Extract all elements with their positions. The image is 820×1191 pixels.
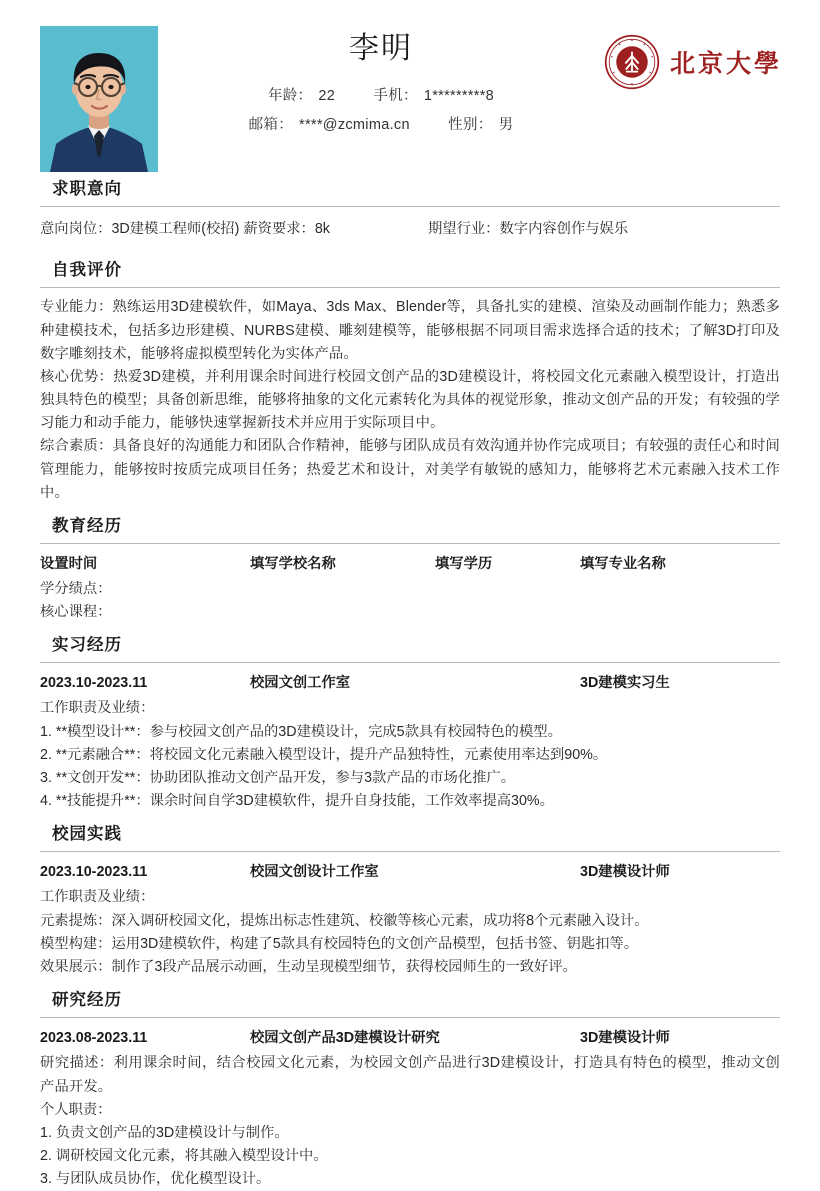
section-research: [40, 981, 780, 1191]
list-item: 1. **模型设计**：参与校园文创产品的3D建模设计，完成5款具有校园特色的模型。: [40, 723, 562, 740]
meta-gender-label: 性别：: [448, 117, 493, 134]
internship-subtitle: 工作职责及业绩：: [40, 700, 155, 717]
internship-role: 3D建模实习生: [580, 675, 670, 692]
peking-university-seal-icon: [604, 34, 660, 90]
section-divider: [40, 206, 780, 207]
section-campus-practice: [40, 815, 780, 979]
research-bullets: [40, 1122, 780, 1191]
intention-salary-value: 8k: [314, 221, 330, 238]
education-col-school: 填写学校名称: [250, 556, 336, 573]
campus-practice-entry: [40, 860, 780, 979]
list-item: 4. **技能提升**：课余时间自学3D建模软件，提升自身技能，工作效率提高30%。: [40, 793, 554, 810]
education-col-time: 设置时间: [40, 556, 98, 573]
self-evaluation-paragraph: 核心优势：热爱3D建模，并利用课余时间进行校园文创产品的3D建模设计，将校园文化元素融入模型设计，打造出独具特色的模型；具备创新思维，能够将抽象的文化元素转化为具体的视觉形象，推动文创产品的开发；有较强的学习能力和动手能力，能够快速掌握新技术并应用于实际项目中。: [40, 368, 780, 432]
identity-block: [158, 26, 604, 141]
section-title-education: 教育经历: [52, 516, 122, 535]
intention-industry-value: 数字内容创作与娱乐: [499, 221, 629, 238]
research-entry: [40, 1026, 780, 1191]
self-evaluation-body: [40, 296, 780, 504]
campus-practice-organization: 校园文创设计工作室: [250, 864, 379, 881]
intention-row: [40, 215, 780, 249]
meta-email-value: ****@zcmima.cn: [299, 117, 410, 134]
internship-organization: 校园文创工作室: [250, 675, 351, 692]
education-fields: [40, 578, 780, 624]
list-item: 3. **文创开发**：协助团队推动文创产品开发，参与3款产品的市场化推广。: [40, 769, 516, 786]
section-divider: [40, 851, 780, 852]
research-date: 2023.08-2023.11: [40, 1030, 148, 1047]
meta-phone-label: 手机：: [373, 87, 418, 104]
education-column-headers: [40, 552, 780, 578]
education-courses-label: 核心课程：: [40, 604, 112, 621]
list-item: 模型构建：运用3D建模软件，构建了5款具有校园特色的文创产品模型，包括书签、钥匙扣等。: [40, 935, 639, 952]
intention-industry: [428, 218, 780, 241]
university-logo: [604, 26, 783, 90]
section-divider: [40, 662, 780, 663]
meta-phone-value: 1*********8: [423, 87, 495, 104]
meta-row-2: [158, 111, 604, 141]
meta-email: [249, 111, 410, 141]
section-title-self-evaluation: 自我评价: [52, 261, 122, 280]
meta-gender: [448, 111, 513, 141]
intention-position: [40, 218, 428, 241]
section-job-intention: [40, 170, 780, 249]
campus-practice-bullets: [40, 910, 780, 979]
section-self-evaluation: [40, 251, 780, 505]
list-item: 1. 负责文创产品的3D建模设计与制作。: [40, 1124, 289, 1141]
meta-email-label: 邮箱：: [248, 117, 294, 134]
meta-age: [268, 82, 335, 112]
education-gpa-label: 学分绩点：: [40, 581, 112, 598]
resume-header: [40, 0, 783, 168]
page-title: 李明: [349, 32, 413, 65]
list-item: 3. 与团队成员协作，优化模型设计。: [40, 1171, 271, 1188]
portrait-illustration: [40, 26, 158, 172]
meta-gender-value: 男: [498, 117, 514, 134]
avatar-photo: [40, 26, 158, 172]
internship-entry: [40, 671, 780, 813]
campus-practice-entry-header: [40, 860, 780, 886]
research-entry-header: [40, 1026, 780, 1052]
research-subtitle: 个人职责：: [40, 1101, 112, 1118]
section-title-internship: 实习经历: [52, 636, 122, 655]
list-item: 效果展示：制作了3段产品展示动画，生动呈现模型细节，获得校园师生的一致好评。: [40, 958, 577, 975]
research-role: 3D建模设计师: [580, 1030, 670, 1047]
internship-bullets: [40, 721, 780, 814]
section-divider: [40, 543, 780, 544]
campus-practice-subtitle: 工作职责及业绩：: [40, 889, 155, 906]
university-name: 北京大學: [670, 49, 783, 78]
meta-age-value: 22: [318, 87, 336, 104]
meta-row-1: [158, 82, 604, 112]
section-title-research: 研究经历: [52, 991, 122, 1010]
internship-entry-header: [40, 671, 780, 697]
section-internship: [40, 626, 780, 813]
section-divider: [40, 287, 780, 288]
section-education: [40, 507, 780, 624]
self-evaluation-paragraph: 综合素质：具备良好的沟通能力和团队合作精神，能够与团队成员有效沟通并协作完成项目；有较强的责任心和时间管理能力，能够按时按质完成项目任务；热爱艺术和设计，对美学有敏锐的感知力，能够将艺术元素融入技术工作中。: [40, 438, 780, 501]
list-item: 2. 调研校园文化元素，将其融入模型设计中。: [40, 1148, 328, 1164]
intention-position-value: 3D建模工程师(校招): [111, 221, 240, 238]
intention-industry-label: 期望行业：: [428, 221, 500, 238]
list-item: 元素提炼：深入调研校园文化，提炼出标志性建筑、校徽等核心元素，成功将8个元素融入设计。: [40, 912, 649, 929]
campus-practice-date: 2023.10-2023.11: [40, 864, 148, 881]
education-col-major: 填写专业名称: [580, 556, 666, 573]
section-title-campus-practice: 校园实践: [52, 825, 122, 844]
list-item: 2. **元素融合**：将校园文化元素融入模型设计，提升产品独特性，元素使用率达到90%。: [40, 746, 608, 763]
education-col-degree: 填写学历: [435, 556, 493, 573]
internship-date: 2023.10-2023.11: [40, 675, 148, 692]
intention-position-label: 意向岗位：: [40, 221, 112, 238]
meta-age-label: 年龄：: [267, 87, 313, 104]
campus-practice-role: 3D建模设计师: [580, 864, 670, 881]
meta-phone: [373, 82, 494, 112]
section-title-intention: 求职意向: [52, 180, 122, 198]
self-evaluation-paragraph: 专业能力：熟练运用3D建模软件，如Maya、3ds Max、Blender等，具备扎实的建模、渲染及动画制作能力；熟悉多种建模技术，包括多边形建模、NURBS建模、雕刻建模等，能够根据不同项目需求选择合适的技术；了解3D打印及数字雕刻技术，能够将虚拟模型转化为实体产品。: [40, 299, 780, 362]
research-topic: 校园文创产品3D建模设计研究: [250, 1030, 440, 1047]
section-divider: [40, 1017, 780, 1018]
research-description: 研究描述：利用课余时间，结合校园文化元素，为校园文创产品进行3D建模设计，打造具有特色的模型，推动文创产品开发。: [40, 1055, 780, 1095]
intention-salary-label: 薪资要求：: [243, 221, 315, 238]
